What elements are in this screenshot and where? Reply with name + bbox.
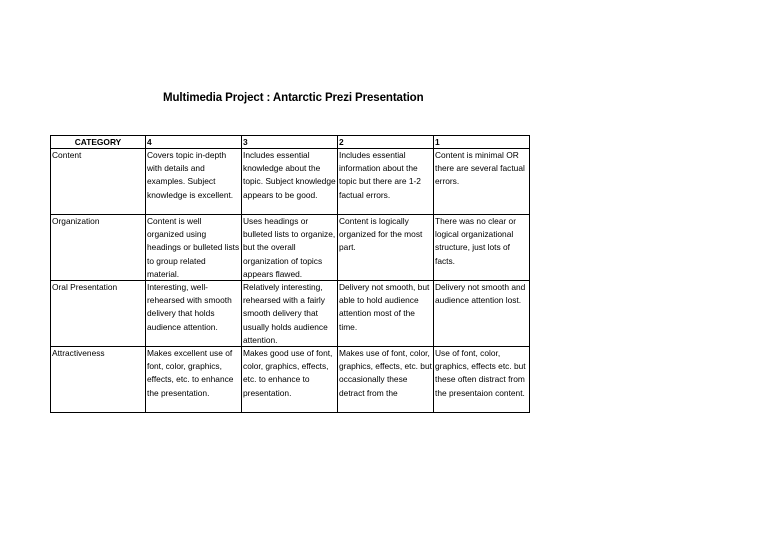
page-title: Multimedia Project : Antarctic Prezi Presentation: [163, 92, 424, 104]
criteria-text: Uses headings or bulleted lists to organize, but the overall organization of topics appears flawed.: [243, 216, 336, 279]
table-row: [51, 149, 530, 215]
score-4-cell: [146, 149, 242, 215]
score-2-cell: [338, 149, 434, 215]
table-row: [51, 281, 530, 347]
table-row: [51, 215, 530, 281]
criteria-text: Makes good use of font, color, graphics, effects, etc. to enhance to presentation.: [243, 348, 333, 398]
score-4-cell: [146, 347, 242, 413]
header-category: CATEGORY: [51, 136, 146, 149]
category-cell: [51, 281, 146, 347]
score-2-cell: [338, 215, 434, 281]
score-3-cell: [242, 347, 338, 413]
category-label: Attractiveness: [52, 348, 105, 358]
criteria-text: Use of font, color, graphics, effects etc. but these often distract from the presentaion content.: [435, 348, 526, 398]
criteria-text: Interesting, well-rehearsed with smooth delivery that holds audience attention.: [147, 282, 232, 332]
criteria-text: Makes excellent use of font, color, graphics, effects, etc. to enhance the presentation.: [147, 348, 234, 398]
score-2-cell: [338, 347, 434, 413]
header-score-2: 2: [338, 136, 434, 149]
score-3-cell: [242, 215, 338, 281]
criteria-text: Relatively interesting, rehearsed with a fairly smooth delivery that usually holds audience attention.: [243, 282, 328, 345]
criteria-text: Content is well organized using headings or bulleted lists to group related material.: [147, 216, 240, 279]
score-1-cell: [434, 347, 530, 413]
criteria-text: Includes essential knowledge about the topic. Subject knowledge appears to be good.: [243, 150, 336, 200]
header-score-3: 3: [242, 136, 338, 149]
score-3-cell: [242, 149, 338, 215]
category-label: Content: [52, 150, 82, 160]
criteria-text: Makes use of font, color, graphics, effects, etc. but occasionally these detract from the: [339, 348, 432, 398]
score-4-cell: [146, 281, 242, 347]
criteria-text: Covers topic in-depth with details and examples. Subject knowledge is excellent.: [147, 150, 234, 200]
criteria-text: Content is minimal OR there are several factual errors.: [435, 150, 525, 187]
score-1-cell: [434, 281, 530, 347]
criteria-text: Content is logically organized for the most part.: [339, 216, 423, 253]
table-row: [51, 347, 530, 413]
category-cell: [51, 347, 146, 413]
score-1-cell: [434, 215, 530, 281]
category-label: Oral Presentation: [52, 282, 118, 292]
criteria-text: Delivery not smooth, but able to hold audience attention most of the time.: [339, 282, 430, 332]
category-cell: [51, 149, 146, 215]
header-score-4: 4: [146, 136, 242, 149]
score-4-cell: [146, 215, 242, 281]
score-3-cell: [242, 281, 338, 347]
score-2-cell: [338, 281, 434, 347]
criteria-text: Delivery not smooth and audience attention lost.: [435, 282, 526, 306]
header-row: [51, 136, 530, 149]
category-cell: [51, 215, 146, 281]
header-score-1: 1: [434, 136, 530, 149]
criteria-text: There was no clear or logical organizational structure, just lots of facts.: [435, 216, 516, 266]
rubric-table: [50, 135, 530, 413]
criteria-text: Includes essential information about the topic but there are 1-2 factual errors.: [339, 150, 421, 200]
category-label: Organization: [52, 216, 100, 226]
score-1-cell: [434, 149, 530, 215]
